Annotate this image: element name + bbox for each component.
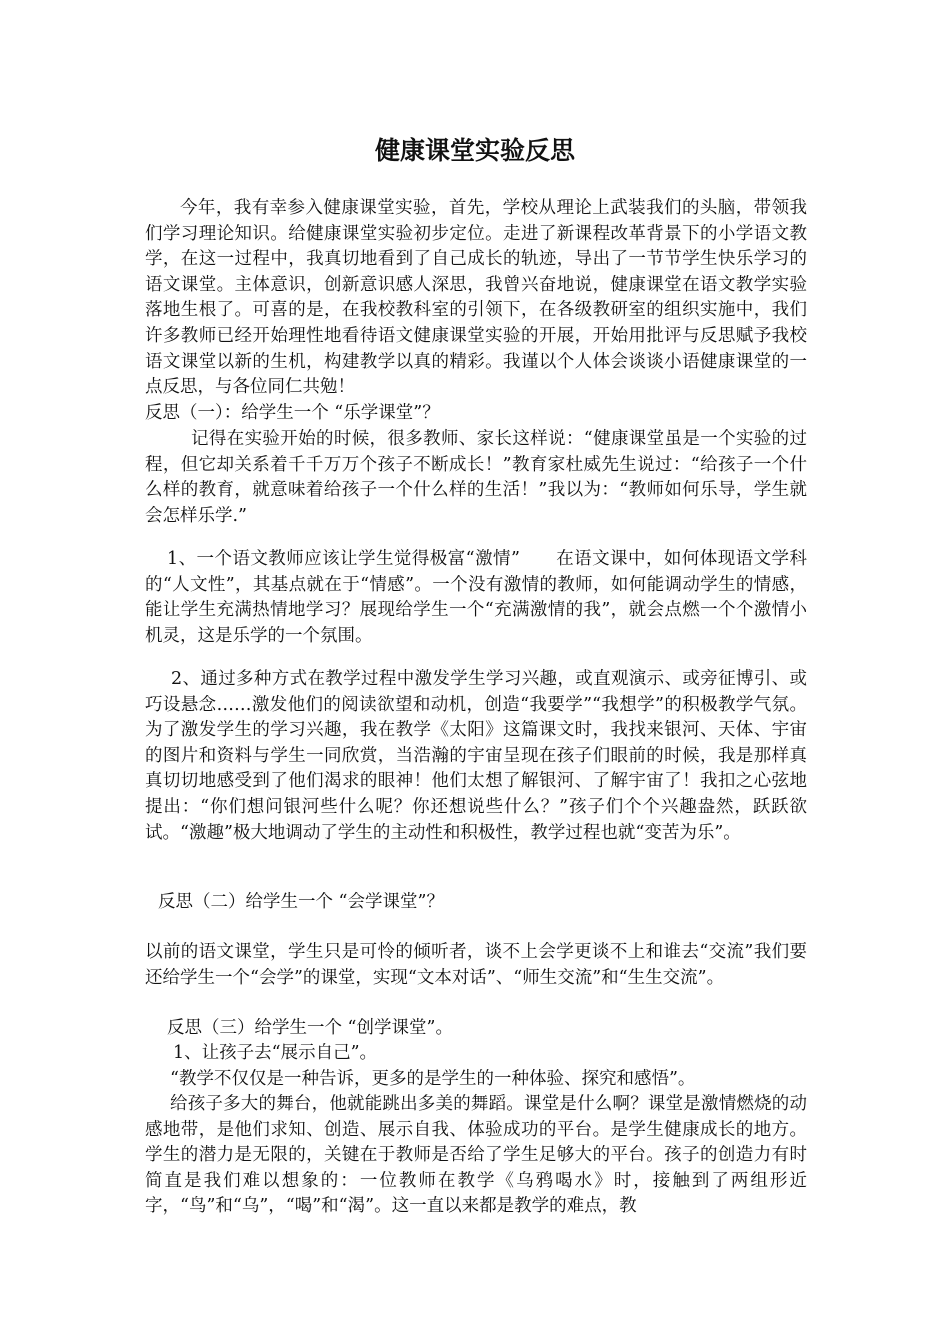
paragraph-2: 1、一个语文教师应该让学生觉得极富“激情” 在语文课中，如何体现语文学科的“人文性”，其基点就在于“情感”。一个没有激情的教师，如何能调动学生的情感，能让学生充满热情地学习？展现给学生一个“充满激情的我”，就会点燃一个个激情小机灵，这是乐学的一个氛围。 bbox=[145, 549, 807, 646]
intro-paragraph: 今年，我有幸参入健康课堂实验，首先，学校从理论上武装我们的头脑，带领我们学习理论知识。给健康课堂实验初步定位。走进了新课程改革背景下的小学语文教学，在这一过程中，我真切地看到了自己成长的轨迹，导出了一节节学生快乐学习的语文课堂。主体意识，创新意识感人深思，我曾兴奋地说，健康课堂在语文教学实验落地生根了。可喜的是，在我校教科室的引领下，在各级教研室的组织实施中，我们许多教师已经开始理性地看待语文健康课堂实验的开展，开始用批评与反思赋予我校语文课堂以新的生机，构建教学以真的精彩。我谨以个人体会谈谈小语健康课堂的一点反思，与各位同仁共勉！ bbox=[145, 198, 807, 398]
paragraph-5: 给孩子多大的舞台，他就能跳出多美的舞蹈。课堂是什么啊？课堂是激情燃烧的动感地带，是他们求知、创造、展示自我、体验成功的平台。是学生健康成长的地方。学生的潜力是无限的，关键在于教师是否给了学生足够大的平台。孩子的创造力有时简直是我们难以想象的：一位教师在教学《乌鸦喝水》时，接触到了两组形近字，“鸟”和“乌”，“喝”和“渴”。这一直以来都是教学的难点，教 bbox=[145, 1094, 807, 1217]
list-item-1: 1、让孩子去“展示自己”。 bbox=[173, 1043, 378, 1063]
section-heading-3: 反思（三）给学生一个 “创学课堂”。 bbox=[167, 1018, 453, 1038]
document-title: 健康课堂实验反思 bbox=[374, 136, 575, 165]
paragraph-3: 2、通过多种方式在教学过程中激发学生学习兴趣，或直观演示、或旁征博引、或巧设悬念……激发他们的阅读欲望和动机，创造“我要学”“我想学”的积极教学气氛。为了激发学生的学习兴趣，我在教学《太阳》这篇课文时，我找来银河、天体、宇宙的图片和资料与学生一同欣赏，当浩瀚的宇宙呈现在孩子们眼前的时候，我是那样真真切切地感受到了他们渴求的眼神！他们太想了解银河、了解宇宙了！我扣之心弦地提出：“你们想问银河些什么呢？你还想说些什么？”孩子们个个兴趣盎然，跃跃欲试。“激趣”极大地调动了学生的主动性和积极性，教学过程也就“变苦为乐”。 bbox=[145, 669, 807, 843]
paragraph-1: 记得在实验开始的时候，很多教师、家长这样说：“健康课堂虽是一个实验的过程，但它却关系着千千万万个孩子不断成长！”教育家杜威先生说过：“给孩子一个什么样的教育，就意味着给孩子一个什么样的生活！”我以为：“教师如何乐导，学生就会怎样乐学.” bbox=[145, 429, 807, 526]
section-heading-1: 反思（一）：给学生一个 “乐学课堂”？ bbox=[145, 403, 440, 423]
quote-line: “教学不仅仅是一种告诉，更多的是学生的一种体验、探究和感悟”。 bbox=[170, 1069, 696, 1089]
section-heading-2: 反思（二）给学生一个 “会学课堂”？ bbox=[158, 892, 444, 912]
paragraph-4: 以前的语文课堂，学生只是可怜的倾听者，谈不上会学更谈不上和谁去“交流”我们要还给学生一个“会学”的课堂，实现“文本对话”、“师生交流”和“生生交流”。 bbox=[145, 942, 807, 988]
